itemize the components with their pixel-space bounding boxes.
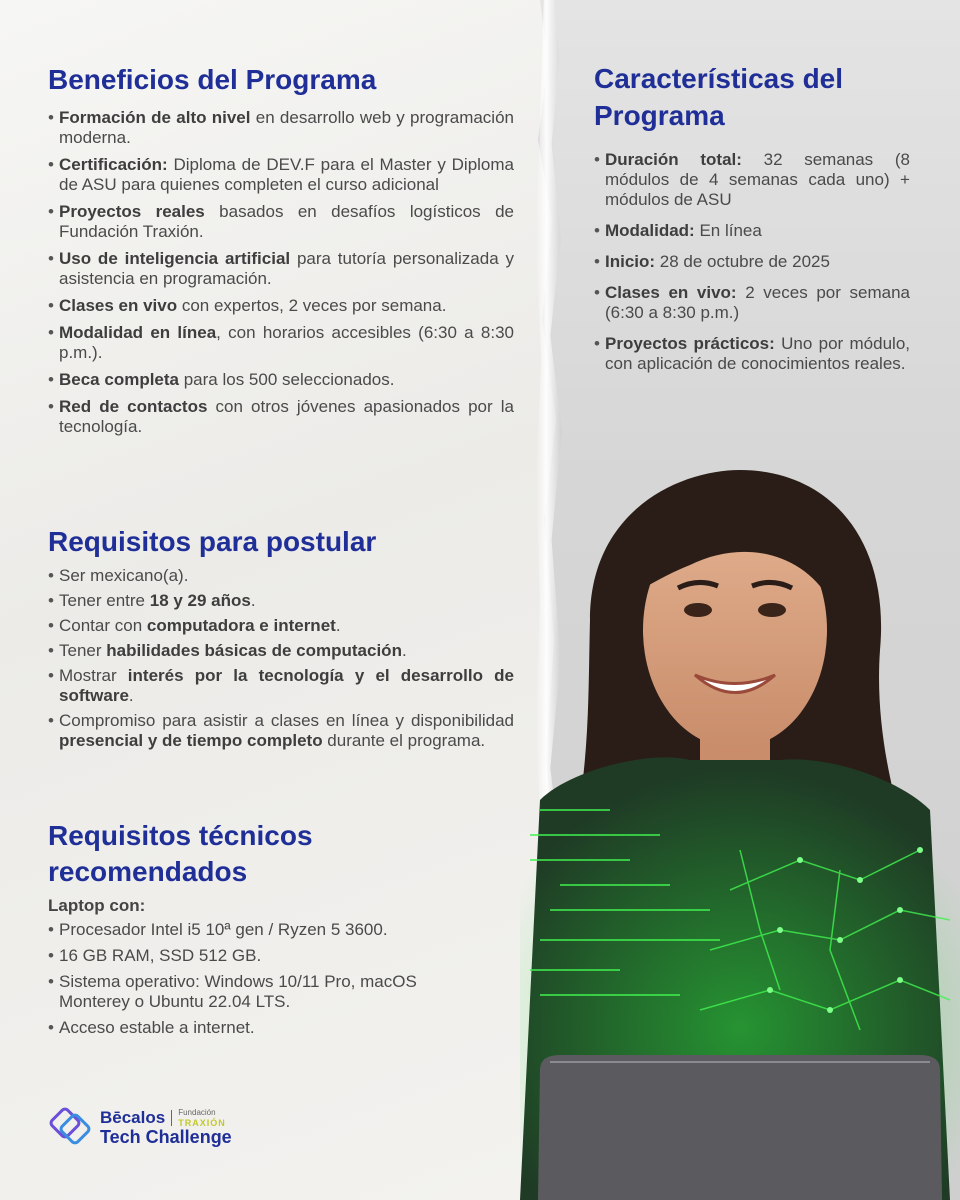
logo-icon: [48, 1104, 94, 1150]
list-item: • 16 GB RAM, SSD 512 GB.: [48, 946, 482, 966]
list-item: • Duración total: 32 semanas (8 módulos de 4 semanas cada uno) + módulos de ASU: [594, 150, 910, 210]
logo-divider: [171, 1110, 172, 1126]
list-item: • Clases en vivo: 2 veces por semana (6:30 a 8:30 p.m.): [594, 283, 910, 323]
logo-partner-small: Fundación: [178, 1108, 216, 1117]
benefits-title: Beneficios del Programa: [48, 64, 377, 95]
list-item: • Contar con computadora e internet.: [48, 616, 514, 636]
list-item: • Uso de inteligencia artificial para tutoría personalizada y asistencia en programación.: [48, 249, 514, 289]
list-item: • Sistema operativo: Windows 10/11 Pro, macOS Monterey o Ubuntu 22.04 LTS.: [48, 972, 482, 1012]
tech-list: [48, 920, 482, 1038]
list-item: • Proyectos prácticos: Uno por módulo, con aplicación de conocimientos reales.: [594, 334, 910, 374]
student-photo: [480, 470, 960, 1200]
list-item: • Acceso estable a internet.: [48, 1018, 482, 1038]
list-item: • Beca completa para los 500 seleccionados.: [48, 370, 514, 390]
list-item: • Formación de alto nivel en desarrollo web y programación moderna.: [48, 108, 514, 148]
list-item: • Proyectos reales basados en desafíos logísticos de Fundación Traxión.: [48, 202, 514, 242]
list-item: • Certificación: Diploma de DEV.F para el Master y Diploma de ASU para quienes completen el curso adicional: [48, 155, 514, 195]
list-item: • Modalidad en línea, con horarios accesibles (6:30 a 8:30 p.m.).: [48, 323, 514, 363]
list-item: • Tener habilidades básicas de computación.: [48, 641, 514, 661]
list-item: • Red de contactos con otros jóvenes apasionados por la tecnología.: [48, 397, 514, 437]
list-item: • Tener entre 18 y 29 años.: [48, 591, 514, 611]
list-item: • Compromiso para asistir a clases en línea y disponibilidad presencial y de tiempo completo durante el programa.: [48, 711, 514, 751]
list-item: • Ser mexicano(a).: [48, 566, 514, 586]
requirements-list: [48, 566, 514, 751]
list-item: • Modalidad: En línea: [594, 221, 910, 241]
benefits-list: [48, 108, 514, 437]
tech-title: Requisitos técnicos recomendados: [48, 820, 313, 887]
list-item: • Mostrar interés por la tecnología y el desarrollo de software.: [48, 666, 514, 706]
logo-text: [100, 1108, 232, 1146]
features-list: [594, 150, 910, 374]
tech-subtitle: Laptop con:: [48, 896, 146, 915]
features-section: [594, 60, 910, 385]
list-item: • Inicio: 28 de octubre de 2025: [594, 252, 910, 272]
features-title: Características del Programa: [594, 63, 844, 131]
logo-brand-bottom: Tech Challenge: [100, 1127, 232, 1147]
tech-section: [48, 818, 482, 1044]
requirements-section: [48, 524, 514, 756]
benefits-section: [48, 62, 514, 444]
requirements-title: Requisitos para postular: [48, 526, 377, 557]
logo-partner-name: TRAXIÓN: [178, 1118, 226, 1128]
list-item: • Clases en vivo con expertos, 2 veces por semana.: [48, 296, 514, 316]
logo-brand-top: Bēcalos: [100, 1108, 166, 1127]
list-item: • Procesador Intel i5 10ª gen / Ryzen 5 3600.: [48, 920, 482, 940]
becalos-tech-challenge-logo: [48, 1104, 232, 1150]
